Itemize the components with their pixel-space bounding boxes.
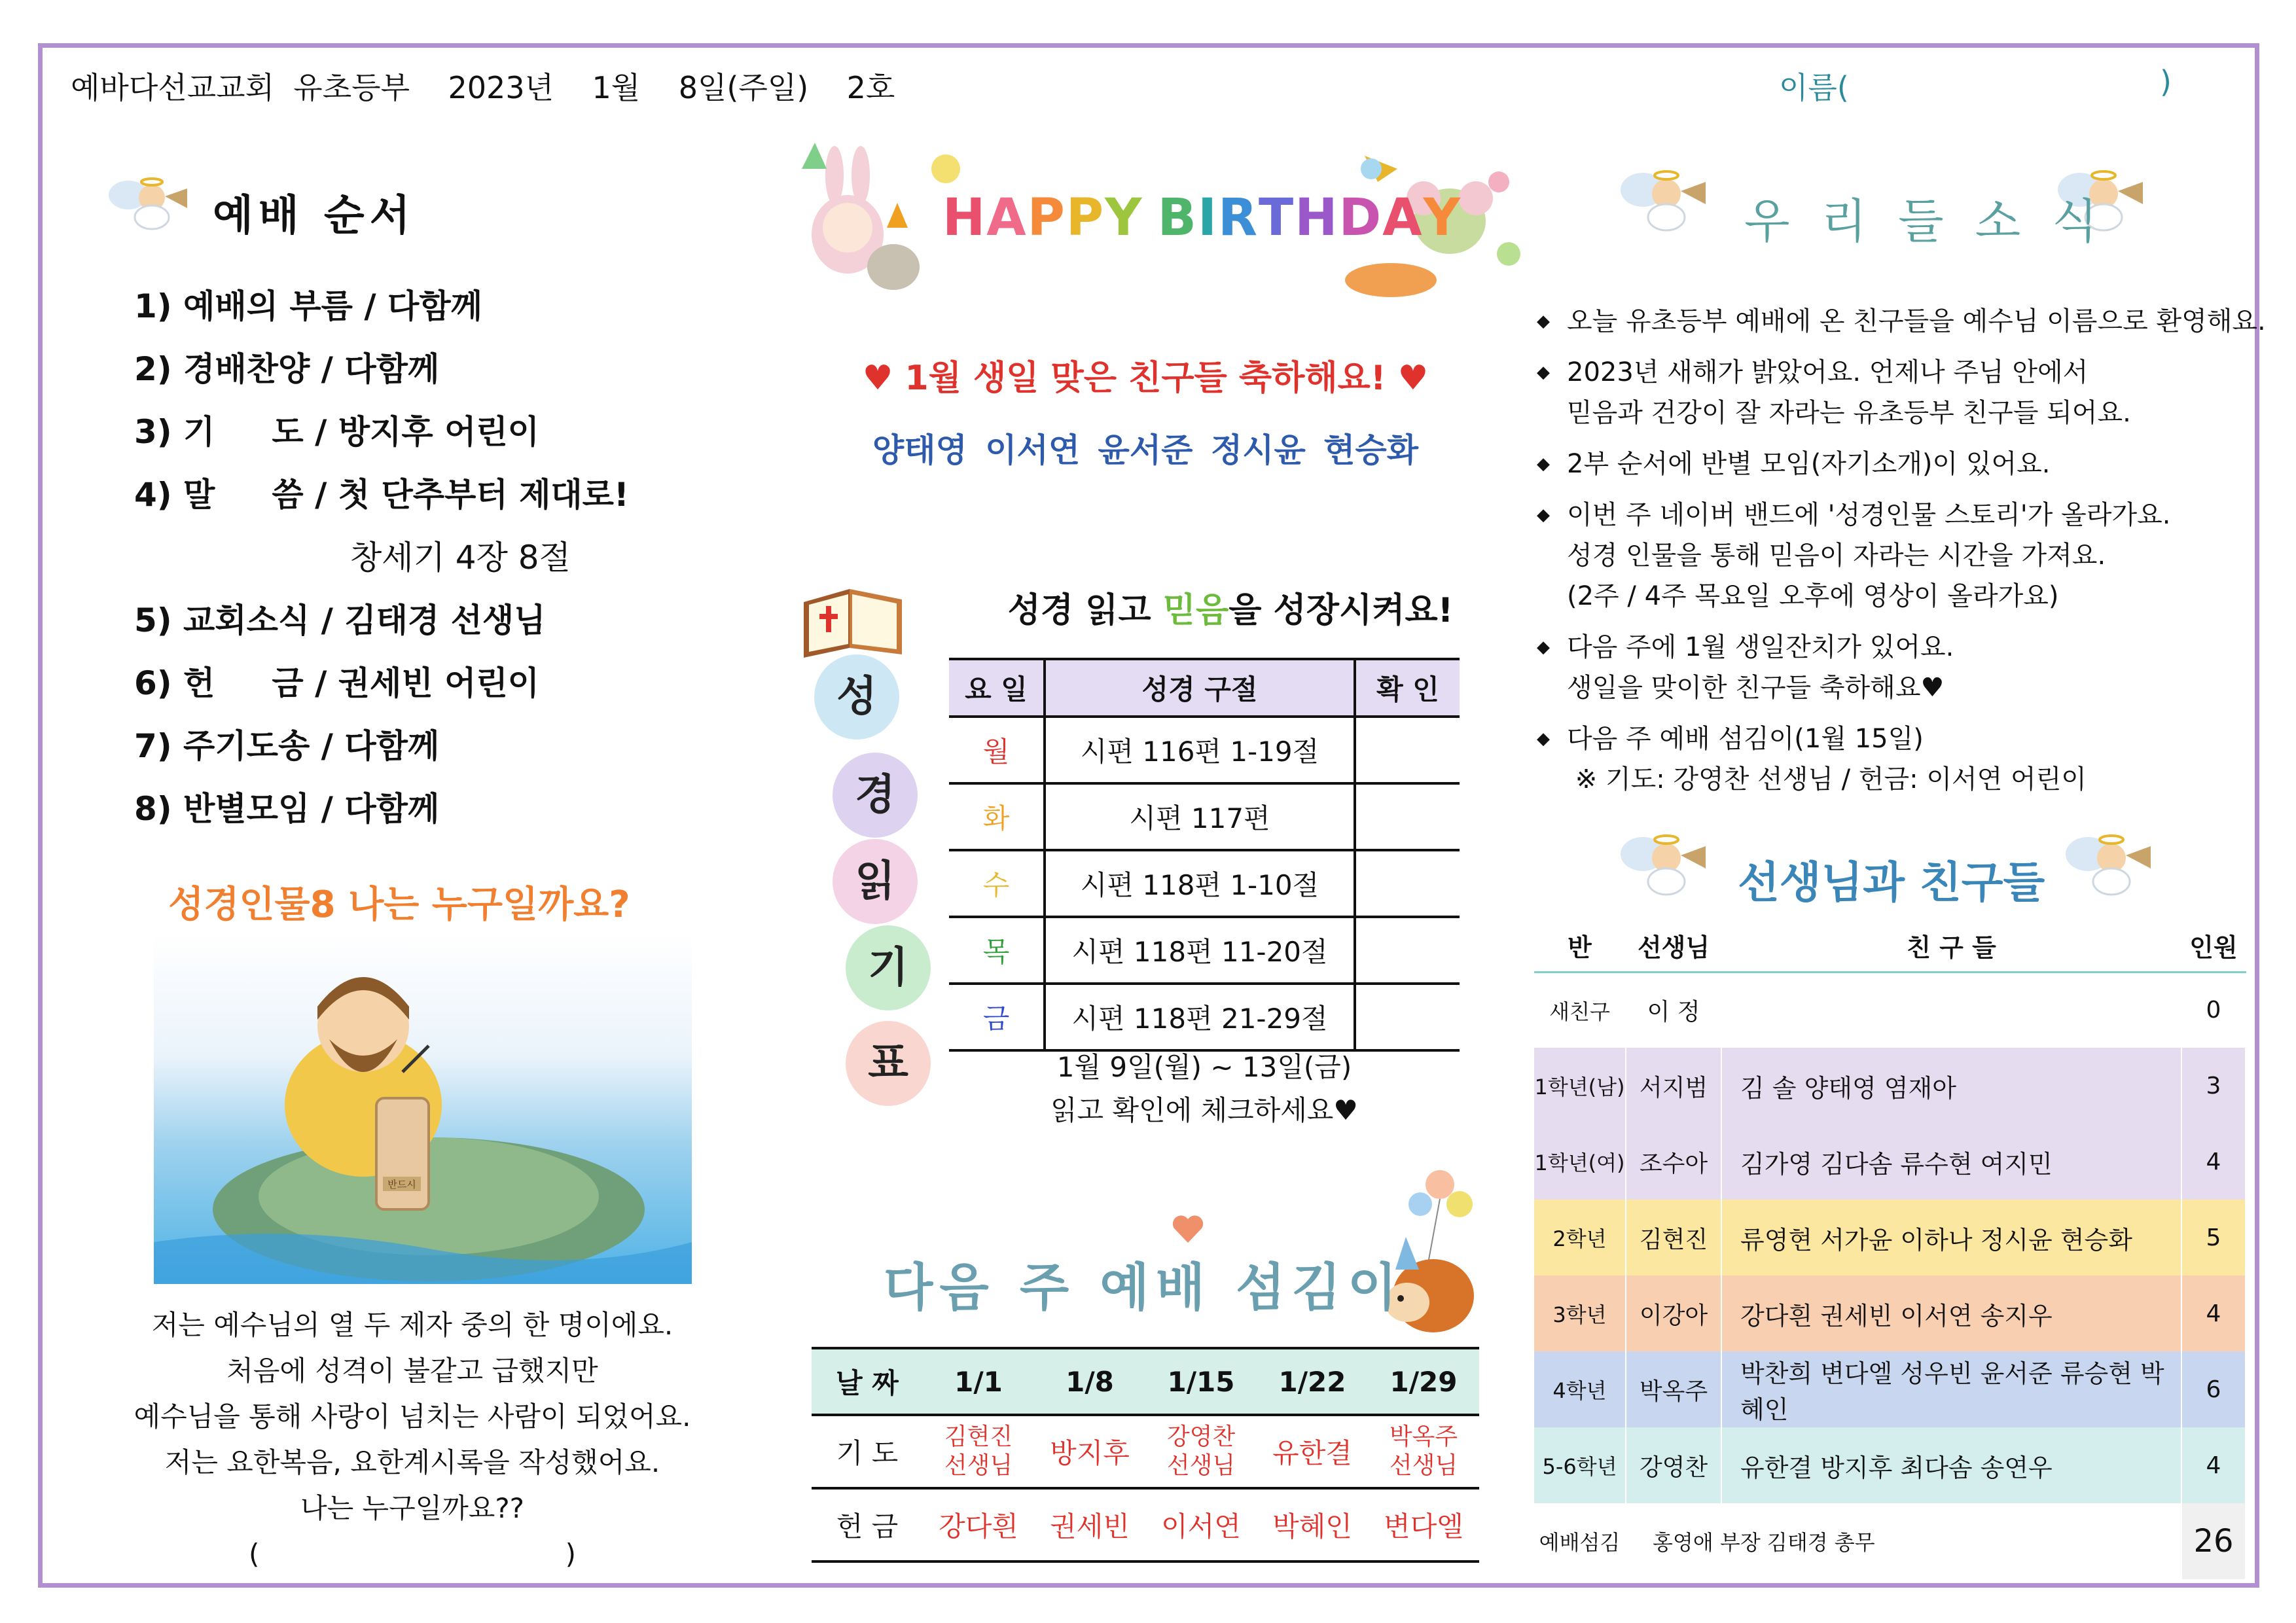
prayer-cell: 강영찬 선생님 [1145, 1415, 1257, 1488]
teacher-cell: 박옥주 [1626, 1351, 1721, 1427]
birthday-banner-title [942, 188, 1462, 247]
table-row [949, 717, 1460, 783]
count-cell: 6 [2181, 1351, 2246, 1427]
check-cell[interactable] [1355, 783, 1460, 850]
day-cell: 월 [949, 717, 1045, 783]
news-line: ◆ 다음 주에 1월 생일잔치가 있어요. [1567, 632, 1954, 662]
vertical-char: 성 [814, 654, 899, 740]
table-row [1534, 1124, 2246, 1200]
bible-character-title: 성경인물8 나는 누구일까요? [168, 883, 630, 926]
news-item [1537, 495, 2244, 616]
vertical-char: 경 [833, 753, 918, 838]
check-cell[interactable] [1355, 717, 1460, 783]
news-item [1537, 444, 2244, 484]
bible-reading-title: 성경 읽고 믿음을 성장시켜요! [1007, 591, 1454, 630]
col-friends: 친 구 들 [1721, 919, 2181, 972]
teacher-cell: 이강아 [1626, 1275, 1721, 1351]
verse-cell: 시편 118편 21-29절 [1045, 984, 1355, 1050]
date-cell: 1/8 [1034, 1348, 1145, 1415]
news-line: (2주 / 4주 목요일 오후에 영상이 올라가요) [1567, 581, 2059, 611]
friends-cell: 강다흰 권세빈 이서연 송지우 [1721, 1275, 2181, 1351]
name-label: 이름( [1779, 70, 1849, 105]
bible-book-icon [797, 576, 908, 661]
table-row [1534, 1351, 2246, 1427]
offering-cell: 이서연 [1145, 1488, 1257, 1561]
prayer-cell: 박옥주 선생님 [1368, 1415, 1479, 1488]
banner-letter: I [1197, 188, 1218, 247]
table-header-row [949, 659, 1460, 717]
banner-letter: H [1295, 188, 1339, 247]
table-row [949, 783, 1460, 850]
teacher-cell: 김현진 [1626, 1200, 1721, 1275]
news-item [1537, 301, 2266, 342]
col-check: 확 인 [1355, 659, 1460, 717]
friends-cell: 김 솔 양태영 염재아 [1721, 1048, 2181, 1124]
friends-cell [1721, 972, 2181, 1048]
offering-cell: 권세빈 [1034, 1488, 1145, 1561]
friends-cell: 류영현 서가윤 이하나 정시윤 현승화 [1721, 1200, 2181, 1275]
worship-order-list [134, 275, 723, 840]
teacher-cell: 서지범 [1626, 1048, 1721, 1124]
next-week-servers-title: 다음 주 예배 섬김이 [884, 1258, 1404, 1317]
offering-cell: 변다엘 [1368, 1488, 1479, 1561]
news-line: 성경 인물을 통해 믿음이 자라는 시간을 가져요. [1567, 541, 2106, 571]
verse-cell: 시편 117편 [1045, 783, 1355, 850]
clue-line: 나는 누구일까요?? [300, 1492, 524, 1524]
class-cell: 3학년 [1534, 1275, 1626, 1351]
birthday-message [831, 350, 1460, 399]
news-title: 우리들소식 [1744, 194, 2129, 249]
banner-letter: D [1338, 188, 1383, 247]
table-row [1534, 1275, 2246, 1351]
banner-letter: A [986, 188, 1028, 247]
birthday-message-text: 1월 생일 맞은 친구들 축하해요! [905, 359, 1386, 398]
date-cell: 1/22 [1257, 1348, 1368, 1415]
banner-letter: P [1027, 188, 1066, 247]
dates-label: 날 짜 [812, 1348, 923, 1415]
news-line: ◆ 다음 주 예배 섬김이(1월 15일) [1567, 724, 1924, 754]
order-item: 6) 헌 금 / 권세빈 어린이 [134, 664, 539, 702]
order-item: 8) 반별모임 / 다함께 [134, 790, 440, 828]
prayer-cell: 유한결 [1257, 1415, 1368, 1488]
teachers-friends-title: 선생님과 친구들 [1738, 857, 2045, 908]
banner-letter: H [942, 188, 987, 247]
order-item: 3) 기 도 / 방지후 어린이 [134, 413, 539, 451]
news-line: 믿음과 건강이 잘 자라는 유초등부 친구들 되어요. [1567, 398, 2131, 428]
count-cell: 3 [2181, 1048, 2246, 1124]
friends-cell: 김가영 김다솜 류수현 여지민 [1721, 1124, 2181, 1200]
angel-icon [1617, 157, 1708, 236]
col-class: 반 [1534, 919, 1626, 972]
check-cell[interactable] [1355, 984, 1460, 1050]
table-row [1534, 1200, 2246, 1275]
teacher-cell: 강영찬 [1626, 1427, 1721, 1503]
order-item: 1) 예배의 부름 / 다함께 [134, 287, 482, 325]
staff-cell: 홍영애 부장 김태경 총무 [1626, 1503, 2181, 1579]
worship-order-title: 예배 순서 [213, 192, 416, 240]
vertical-char: 읽 [833, 839, 918, 924]
banner-letter: P [1066, 188, 1105, 247]
col-count: 인원 [2181, 919, 2246, 972]
banner-letter: Y [1423, 188, 1462, 247]
class-cell: 1학년(여) [1534, 1124, 1626, 1200]
reading-instruction: 읽고 확인에 체크하세요♥ [1050, 1094, 1359, 1126]
offering-cell: 박혜인 [1257, 1488, 1368, 1561]
heart-icon: ♥ [862, 359, 893, 398]
news-line: ◆ 이번 주 네이버 밴드에 '성경인물 스토리'가 올라가요. [1567, 500, 2171, 530]
order-item-scripture: 창세기 4장 8절 [350, 539, 571, 577]
count-cell: 5 [2181, 1200, 2246, 1275]
answer-blank[interactable]: ( ) [248, 1538, 577, 1570]
verse-cell: 시편 118편 11-20절 [1045, 917, 1355, 984]
prayer-cell: 김현진 선생님 [923, 1415, 1034, 1488]
banner-letter: T [1259, 188, 1295, 247]
day-cell: 목 [949, 917, 1045, 984]
order-item: 5) 교회소식 / 김태경 선생님 [134, 601, 546, 639]
news-line: ◆ 2부 순서에 반별 모임(자기소개)이 있어요. [1567, 449, 2051, 479]
angel-icon [1617, 821, 1708, 900]
friends-cell: 유한결 방지후 최다솜 송연우 [1721, 1427, 2181, 1503]
day-cell: 화 [949, 783, 1045, 850]
angel-icon [2062, 821, 2153, 900]
clue-line: 처음에 성격이 불같고 급했지만 [226, 1355, 598, 1387]
day-cell: 수 [949, 850, 1045, 917]
date-cell: 1/15 [1145, 1348, 1257, 1415]
friends-cell: 박찬희 변다엘 성우빈 윤서준 류승현 박혜인 [1721, 1351, 2181, 1427]
count-cell: 4 [2181, 1124, 2246, 1200]
scroll-label: 반드시 [387, 1179, 416, 1190]
offering-label: 헌 금 [812, 1488, 923, 1561]
news-line: ※ 기도: 강영찬 선생님 / 헌금: 이서연 어린이 [1567, 764, 2087, 794]
table-header-row [1534, 919, 2246, 972]
date-cell: 1/29 [1368, 1348, 1479, 1415]
banner-letter: R [1217, 188, 1259, 247]
col-verse: 성경 구절 [1045, 659, 1355, 717]
bible-reading-note [949, 1046, 1460, 1132]
order-item: 2) 경배찬양 / 다함께 [134, 350, 440, 388]
vertical-char: 기 [846, 925, 931, 1010]
verse-cell: 시편 116편 1-19절 [1045, 717, 1355, 783]
reading-period: 1월 9일(월) ~ 13일(금) [1056, 1051, 1352, 1083]
name-close: ) [2160, 64, 2172, 99]
class-cell: 5-6학년 [1534, 1427, 1626, 1503]
news-line: ◆ 오늘 유초등부 예배에 온 친구들을 예수님 이름으로 환영해요. [1567, 306, 2266, 336]
table-row [1534, 972, 2246, 1048]
class-cell: 새친구 [1534, 972, 1626, 1048]
heart-icon: ♥ [1397, 359, 1429, 398]
news-item [1537, 627, 2244, 708]
news-line: 생일을 맞이한 친구들 축하해요♥ [1567, 673, 1945, 703]
angel-icon [106, 169, 191, 232]
verse-cell: 시편 118편 1-10절 [1045, 850, 1355, 917]
table-row [812, 1488, 1479, 1561]
day-cell: 금 [949, 984, 1045, 1050]
clue-line: 저는 요한복음, 요한계시록을 작성했어요. [164, 1446, 660, 1478]
count-cell: 4 [2181, 1275, 2246, 1351]
banner-letter: Y [1105, 188, 1143, 247]
clue-line: 예수님을 통해 사랑이 넘치는 사람이 되었어요. [134, 1400, 691, 1433]
bible-character-clues [98, 1302, 726, 1577]
class-cell: 1학년(남) [1534, 1048, 1626, 1124]
table-row [812, 1415, 1479, 1488]
table-row [949, 917, 1460, 984]
total-count-cell: 26 [2181, 1503, 2246, 1579]
heart-icon [1172, 1214, 1204, 1244]
check-cell[interactable] [1355, 917, 1460, 984]
prayer-label: 기 도 [812, 1415, 923, 1488]
count-cell: 0 [2181, 972, 2246, 1048]
clue-line: 저는 예수님의 열 두 제자 중의 한 명이에요. [151, 1309, 673, 1341]
bible-reading-table [949, 658, 1460, 1052]
news-item [1537, 352, 2244, 433]
news-line: ◆ 2023년 새해가 밝았어요. 언제나 주님 안에서 [1567, 357, 2089, 387]
vertical-char: 표 [846, 1021, 931, 1106]
col-day: 요 일 [949, 659, 1045, 717]
table-row [812, 1348, 1479, 1415]
bible-reading-vertical-label [806, 654, 911, 1139]
bible-character-illustration [154, 935, 692, 1284]
table-row [949, 850, 1460, 917]
teacher-cell: 조수아 [1626, 1124, 1721, 1200]
news-list [1537, 301, 2266, 810]
news-item [1537, 719, 2244, 800]
count-cell: 4 [2181, 1427, 2246, 1503]
table-row [1534, 1427, 2246, 1503]
banner-letter: A [1382, 188, 1424, 247]
class-cell: 예배섬김 [1534, 1503, 1626, 1579]
teachers-friends-table [1534, 919, 2246, 1579]
date-cell: 1/1 [923, 1348, 1034, 1415]
check-cell[interactable] [1355, 850, 1460, 917]
order-item: 7) 주기도송 / 다함께 [134, 727, 440, 765]
col-teacher: 선생님 [1626, 919, 1721, 972]
banner-letter: B [1157, 188, 1198, 247]
class-cell: 4학년 [1534, 1351, 1626, 1427]
birthday-names: 양태영 이서연 윤서준 정시윤 현승화 [872, 431, 1419, 469]
teacher-cell: 이 정 [1626, 972, 1721, 1048]
next-week-servers-table [812, 1347, 1479, 1563]
prayer-cell: 방지후 [1034, 1415, 1145, 1488]
table-row [949, 984, 1460, 1050]
offering-cell: 강다흰 [923, 1488, 1034, 1561]
table-row [1534, 1048, 2246, 1124]
page-header-title: 예바다선교교회 유초등부 2023년 1월 8일(주일) 2호 [71, 70, 895, 105]
name-field[interactable] [1779, 64, 2172, 107]
table-row [1534, 1503, 2246, 1579]
class-cell: 2학년 [1534, 1200, 1626, 1275]
order-item: 4) 말 씀 / 첫 단추부터 제대로! [134, 476, 629, 514]
